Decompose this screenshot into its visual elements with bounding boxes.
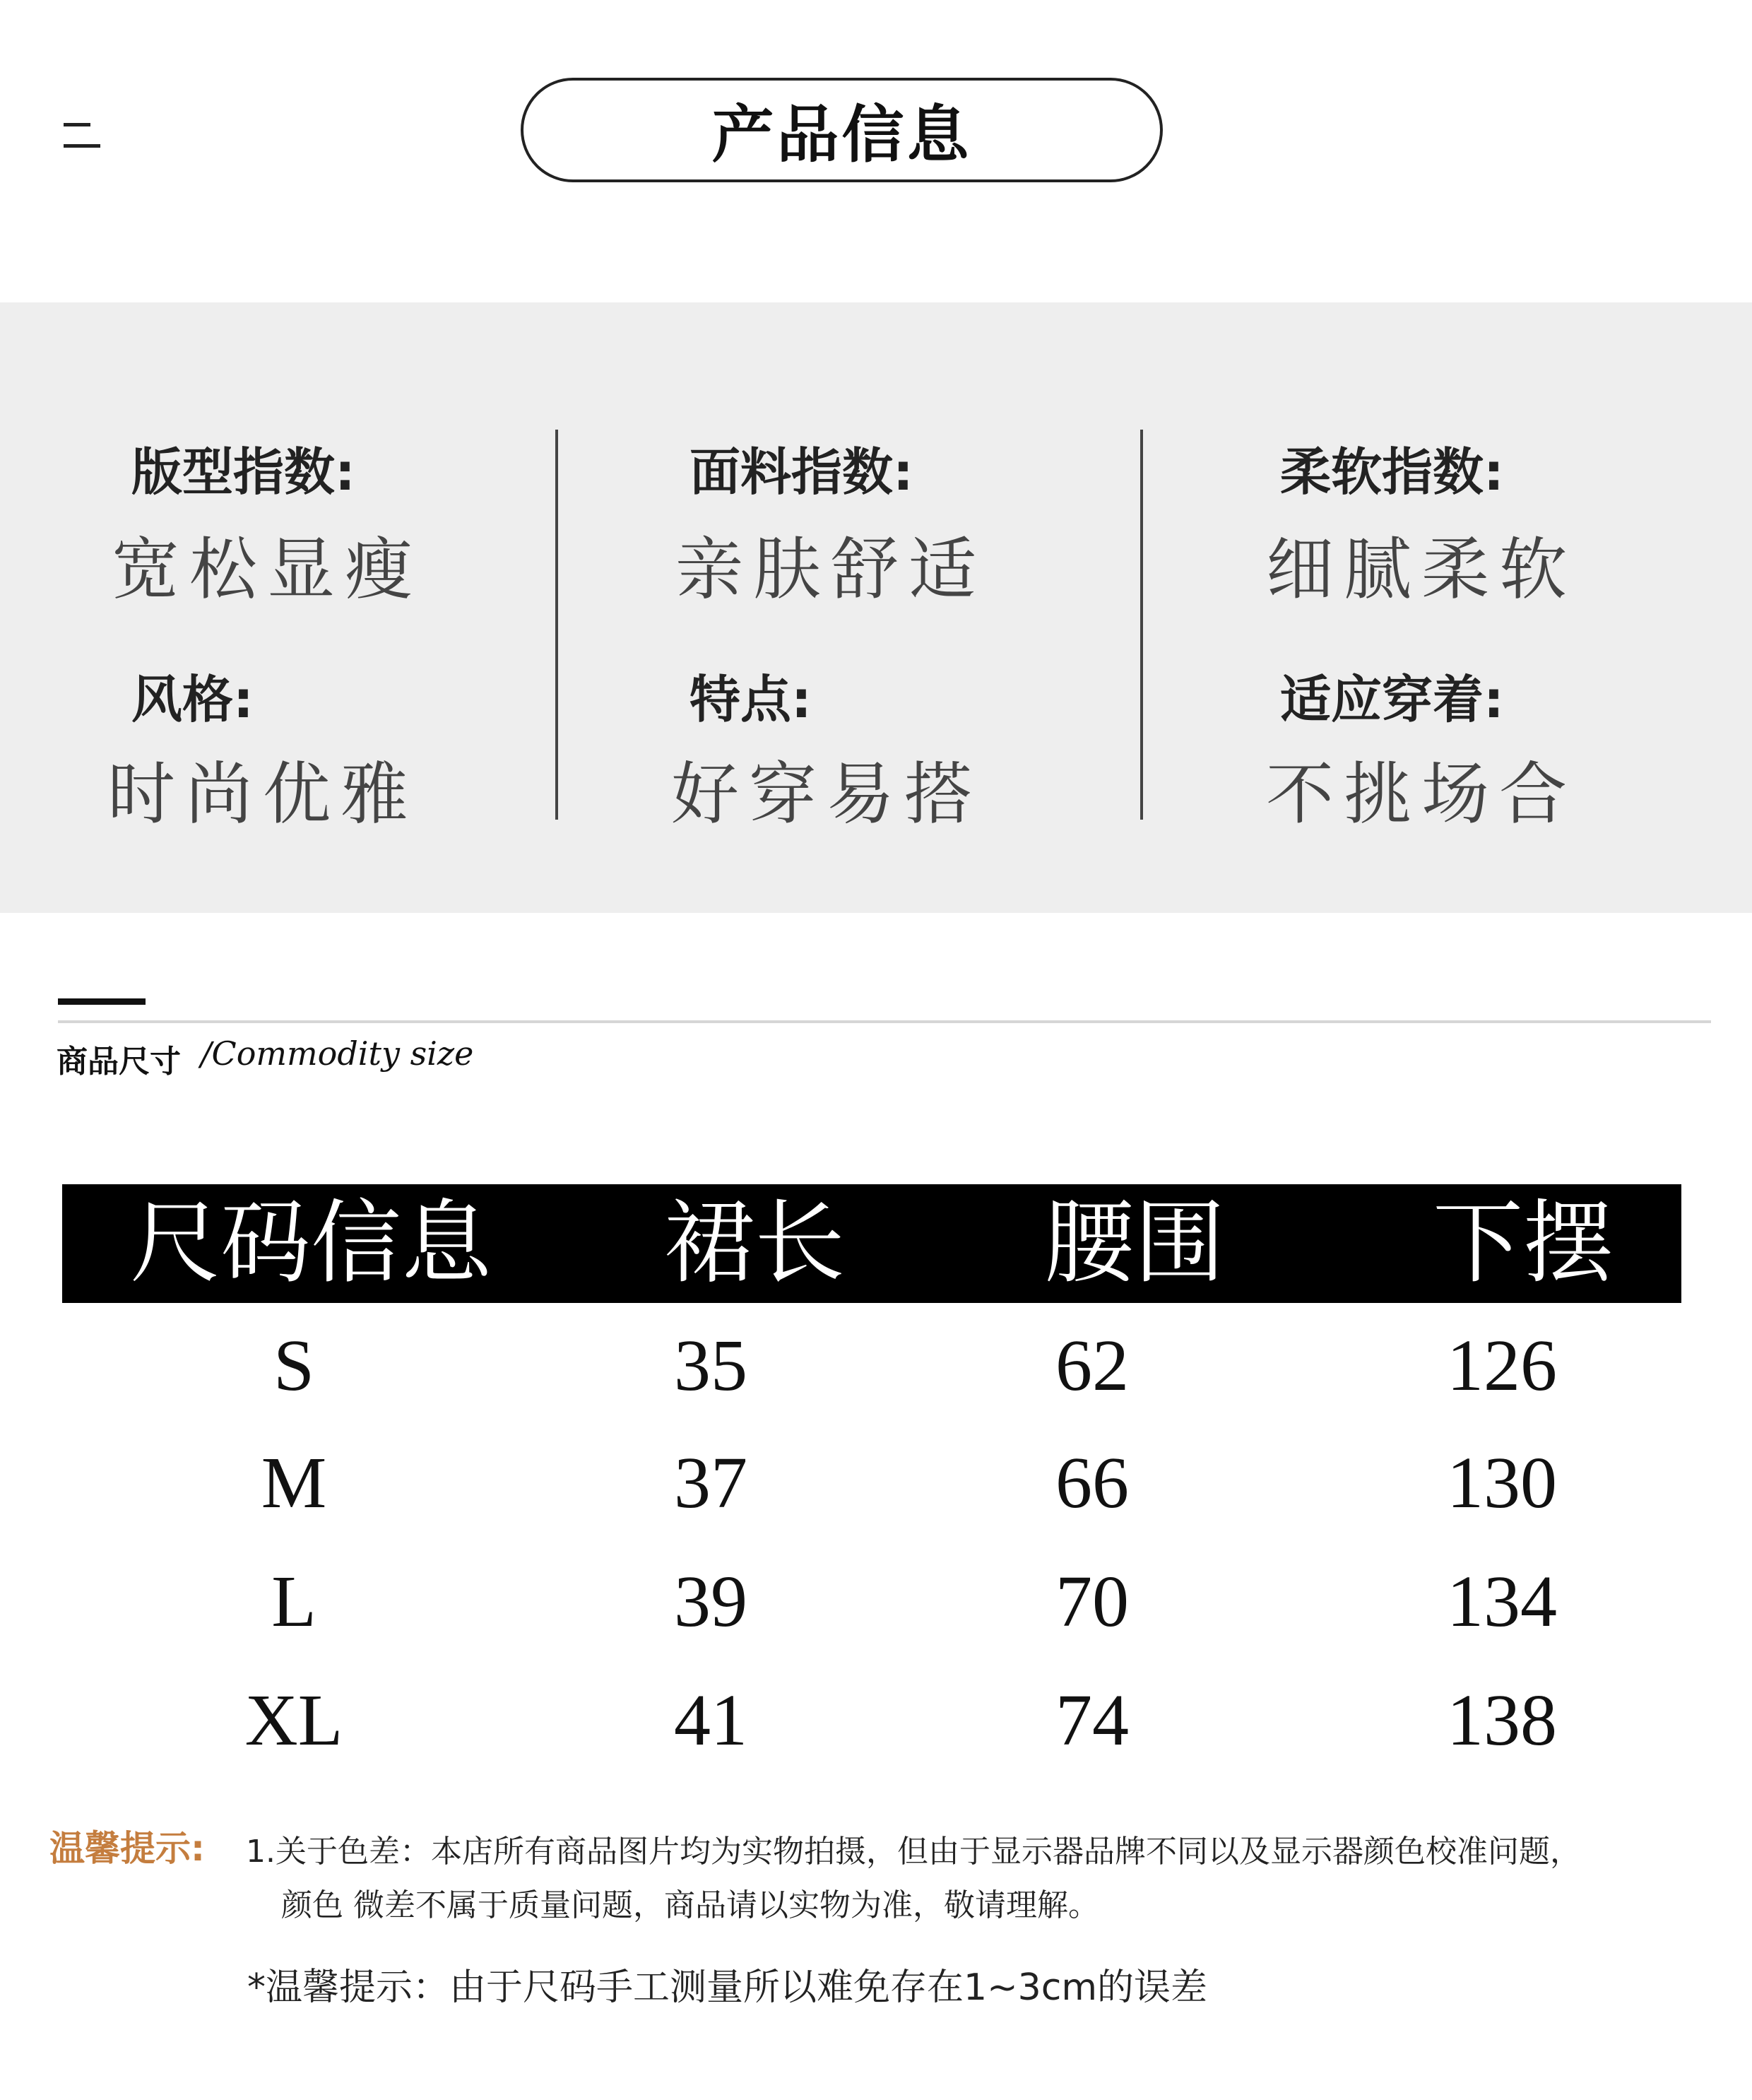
column-header-size: 尺码信息 xyxy=(129,1191,492,1296)
notice-text-line: 颜色 微差不属于质量问题，商品请以实物为准，敬请理解。 xyxy=(281,1887,1099,1923)
column-divider xyxy=(555,430,558,820)
attribute-value-fit: 宽松显瘦 xyxy=(112,530,422,609)
menu-icon-line xyxy=(64,144,100,148)
page-title-pill xyxy=(521,78,1163,182)
table-cell: 70 xyxy=(1055,1561,1129,1642)
notice-label: 温馨提示: xyxy=(49,1828,205,1869)
measurement-notice: *温馨提示：由于尺码手工测量所以难免存在1~3cm的误差 xyxy=(247,1966,1207,2009)
table-cell: S xyxy=(273,1325,314,1406)
table-cell: 126 xyxy=(1447,1325,1557,1406)
table-cell: 138 xyxy=(1447,1680,1557,1761)
section-divider xyxy=(58,1020,1711,1023)
product-attributes-panel xyxy=(0,302,1752,913)
table-cell: 37 xyxy=(674,1442,747,1523)
column-header-waist: 腰围 xyxy=(1043,1191,1225,1296)
attribute-label-style: 风格: xyxy=(131,670,254,729)
column-header-hem: 下摆 xyxy=(1432,1191,1614,1296)
attribute-label-occasion: 适应穿着: xyxy=(1280,670,1504,729)
size-table-header xyxy=(62,1184,1681,1303)
attribute-label-fabric: 面料指数: xyxy=(689,442,913,502)
table-cell: 62 xyxy=(1055,1325,1129,1406)
attribute-label-softness: 柔软指数: xyxy=(1280,442,1504,502)
page-title: 产品信息 xyxy=(711,98,972,171)
table-cell: M xyxy=(261,1442,327,1523)
attribute-value-occasion: 不挑场合 xyxy=(1266,755,1577,834)
menu-icon[interactable] xyxy=(64,120,100,148)
table-cell: 74 xyxy=(1055,1680,1129,1761)
menu-icon-line xyxy=(64,123,90,126)
notice-text-line: 1.关于色差：本店所有商品图片均为实物拍摄，但由于显示器品牌不同以及显示器颜色校准问题， xyxy=(246,1834,1581,1870)
attribute-value-fabric: 亲肤舒适 xyxy=(675,530,986,609)
table-cell: 39 xyxy=(674,1561,747,1642)
attribute-value-feature: 好穿易搭 xyxy=(671,755,982,834)
table-cell: 134 xyxy=(1447,1561,1557,1642)
table-cell: 41 xyxy=(674,1680,747,1761)
attribute-label-feature: 特点: xyxy=(689,670,812,729)
table-cell: 35 xyxy=(674,1325,747,1406)
attribute-value-softness: 细腻柔软 xyxy=(1266,530,1577,609)
size-section-heading: 商品尺寸 xyxy=(57,1044,181,1080)
table-cell: 130 xyxy=(1447,1442,1557,1523)
column-header-skirt-length: 裙长 xyxy=(663,1191,845,1296)
attribute-value-style: 时尚优雅 xyxy=(107,755,418,834)
table-cell: XL xyxy=(244,1680,343,1761)
attribute-label-fit: 版型指数: xyxy=(131,442,355,502)
column-divider xyxy=(1140,430,1143,820)
section-accent-line xyxy=(58,998,146,1005)
table-cell: 66 xyxy=(1055,1442,1129,1523)
table-cell: L xyxy=(271,1561,316,1642)
size-section-heading-en: /Commodity size xyxy=(201,1034,474,1073)
